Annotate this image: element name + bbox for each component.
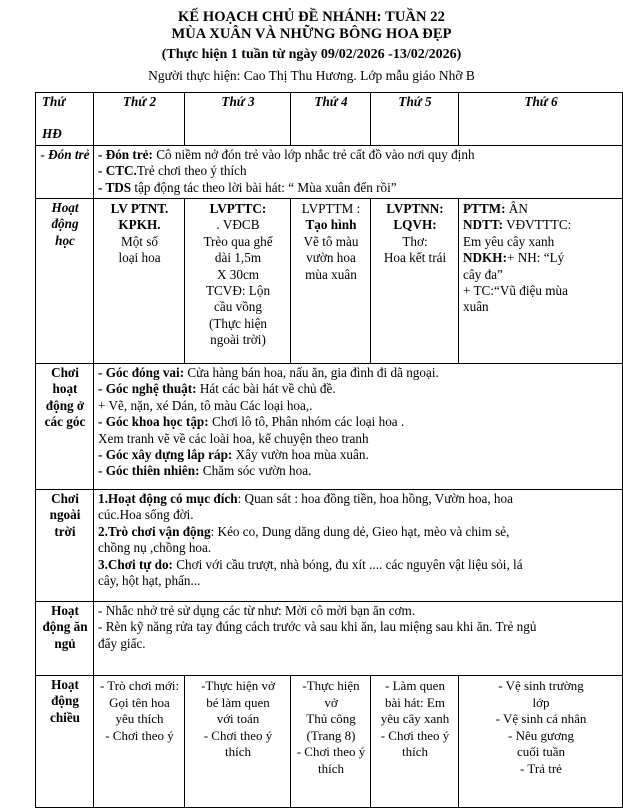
afternoon-activity-day-5 (371, 676, 459, 808)
learning-activity-day-6 (459, 199, 623, 364)
text-line (98, 447, 619, 463)
bold-run: 1.Hoạt động có mục đích (98, 491, 238, 507)
text-line: thích (318, 761, 344, 776)
text-line: Vẽ tô màu (303, 233, 359, 249)
text-line (98, 398, 619, 414)
afternoon-activity-day-2 (94, 676, 185, 808)
text-run: ÂN (505, 201, 528, 217)
text-line (98, 524, 619, 540)
afternoon-activity-day-3 (185, 676, 291, 808)
text-line (98, 540, 619, 556)
text-line: - Vệ sinh cá nhân (495, 711, 587, 727)
text-line (463, 201, 619, 217)
author-line: Người thực hiện: Cao Thị Thu Hương. Lớp mẫu giáo Nhỡ B (148, 68, 475, 83)
bold-run: PTTM: (463, 201, 506, 217)
text-line: Thủ công (306, 711, 356, 727)
text-line: yêu thích (115, 711, 164, 727)
text-run: chồng nụ ,chồng hoa. (98, 540, 212, 556)
text-line: - Làm quen (385, 678, 445, 694)
text-run: Chơi với cầu trượt, nhà bóng, đu xít .... các nguyên vật liệu sỏi, lá (172, 556, 523, 572)
row-label-learning-activity: Hoạt động học (36, 199, 94, 364)
text-run: VĐVTTTC: (503, 217, 572, 233)
row-label-afternoon-activity: Hoạt động chiều (36, 676, 94, 808)
text-run: Cô niềm nở đón trẻ vào lớp nhắc trẻ cất đồ vào nơi quy định (152, 146, 475, 162)
text-line: -Thực hiện vở (302, 678, 360, 710)
text-run: Em yêu cây xanh (463, 233, 555, 249)
text-line: LVPTTM : (301, 201, 361, 217)
text-line (98, 619, 619, 635)
text-run: Xem tranh vẽ về các loài hoa, kể chuyện theo tranh (98, 430, 369, 446)
text-line (463, 250, 619, 266)
learning-activity-day-4 (291, 199, 371, 364)
text-line: loại hoa (118, 250, 161, 266)
text-line: - Chơi theo ý (105, 727, 174, 743)
text-line (463, 267, 619, 283)
text-run: cúc.Hoa sống đời. (98, 507, 194, 523)
text-run: cây, hột hạt, phấn... (98, 573, 201, 589)
learning-activity-day-2 (94, 199, 185, 364)
text-line: bài hát: Em (385, 694, 445, 710)
column-header-day-3: Thứ 3 (185, 93, 291, 146)
text-run: Xây vườn hoa mùa xuân. (232, 447, 369, 463)
page-subtitle-date-range: (Thực hiện 1 tuần từ ngày 09/02/2026 -13/02/2026) (161, 47, 462, 62)
text-line: TCVĐ: Lộn (205, 283, 271, 299)
text-run: Cửa hàng bán hoa, nấu ăn, gia đình đi dã ngoại. (184, 365, 439, 381)
text-line: Một số (120, 233, 158, 249)
text-line: cuối tuần (516, 744, 565, 760)
text-run: : Kéo co, Dung dăng dung dẻ, Gieo hạt, mèo và chim sẻ, (210, 523, 510, 539)
table-row-learning-activity (36, 199, 623, 364)
text-line: - Chơi theo ý (296, 744, 366, 760)
page-title-line-1: KẾ HOẠCH CHỦ ĐỀ NHÁNH: TUẦN 22 (178, 9, 445, 25)
text-line: thích (225, 744, 251, 760)
text-line (98, 507, 619, 523)
bold-run: - Góc thiên nhiên: (98, 463, 200, 479)
bold-run: NDTT: (463, 217, 504, 233)
text-line: bé làm quen (206, 694, 270, 710)
text-line (98, 147, 619, 163)
text-line: yêu cây xanh (380, 711, 450, 727)
row-label-welcome: - Đón trẻ (36, 145, 94, 198)
table-row-meal-sleep (36, 602, 623, 676)
text-line (98, 414, 619, 430)
text-line (98, 431, 619, 447)
text-line (98, 636, 619, 652)
text-line: Hoa kết trái (383, 250, 447, 266)
text-run: cây đa” (463, 266, 503, 282)
column-header-day-4: Thứ 4 (291, 93, 371, 146)
bold-run: 2.Trò chơi vận động (98, 523, 211, 539)
text-line: . VĐCB (216, 217, 260, 233)
text-line (463, 299, 619, 315)
text-line (98, 557, 619, 573)
table-row-afternoon-activity (36, 676, 623, 808)
text-line (98, 180, 619, 196)
text-line: LVPTNN: (386, 201, 444, 217)
text-line (98, 381, 619, 397)
text-line: Tạo hình (305, 217, 357, 233)
row-label-corner-play: Chơi hoạt động ở các góc (36, 364, 94, 490)
table-row-outdoor-play (36, 490, 623, 602)
learning-activity-day-3 (185, 199, 291, 364)
bold-run: NDKH: (463, 250, 507, 266)
text-line (463, 283, 619, 299)
text-run: + NH: “Lý (506, 250, 565, 266)
row-content-meal-sleep (94, 602, 623, 676)
text-line: -Thực hiện vở (201, 678, 275, 694)
text-run: Trẻ chơi theo ý thích (136, 163, 247, 179)
text-line: LVPTTC: (209, 201, 267, 217)
text-line: X 30cm (216, 266, 260, 282)
bold-run: - Góc xây dựng lắp ráp: (98, 447, 233, 463)
text-line: vườn hoa (306, 250, 356, 266)
text-line (98, 491, 619, 507)
text-line: KPKH. (118, 217, 161, 233)
text-run: Chơi lô tô, Phân nhóm các loại hoa . (208, 414, 405, 430)
bold-run: - Góc nghệ thuật: (98, 381, 197, 397)
text-run: tập động tác theo lời bài hát: “ Mùa xuân đến rồi” (131, 179, 397, 195)
bold-run: 3.Chơi tự do: (98, 556, 173, 572)
text-line: thích (402, 744, 428, 760)
document-header (0, 0, 623, 85)
text-line: (Thực hiện (208, 315, 268, 331)
text-run: + TC:“Vũ điệu mùa (463, 283, 568, 299)
text-line: dài 1,5m (214, 250, 262, 266)
row-label-outdoor-play: Chơi ngoài trời (36, 490, 94, 602)
bold-run: - TDS (98, 179, 132, 195)
row-label-meal-sleep: Hoạt động ăn ngủ (36, 602, 94, 676)
text-line (98, 603, 619, 619)
column-header-day-6: Thứ 6 (459, 93, 623, 146)
text-line: - Vệ sinh trường (498, 678, 584, 694)
text-line: - Trả trẻ (520, 761, 562, 776)
weekly-plan-table (35, 92, 623, 808)
text-line: - Chơi theo ý (380, 727, 450, 743)
row-content-welcome (94, 145, 623, 198)
text-run: - Rèn kỹ năng rửa tay đúng cách trước và sau khi ăn, lau miệng sau khi ăn. Trẻ ngủ (98, 619, 537, 635)
bold-run: - Đón trẻ: (98, 146, 153, 162)
text-line: cầu vồng (214, 299, 262, 315)
text-line (463, 217, 619, 233)
bold-run: - Góc đóng vai: (98, 365, 185, 381)
text-line: với toán (216, 711, 260, 727)
corner-label-top: Thứ (42, 94, 66, 109)
learning-activity-day-5 (371, 199, 459, 364)
text-line (98, 573, 619, 589)
text-line: - Nêu gương (508, 727, 574, 743)
text-line: - Trò chơi mới: (99, 678, 180, 694)
text-line: Trèo qua ghế (203, 233, 273, 249)
corner-label-bottom: HĐ (42, 126, 62, 142)
text-line: Thơ: (402, 233, 428, 249)
column-header-day-2: Thứ 2 (94, 93, 185, 146)
text-line: LV PTNT. (110, 201, 169, 217)
afternoon-activity-day-6 (459, 676, 623, 808)
bold-run: - CTC. (98, 163, 137, 179)
row-content-corner-play (94, 364, 623, 490)
text-run: - Nhắc nhở trẻ sử dụng các từ như: Mời cô mời bạn ăn cơm. (98, 603, 416, 619)
text-line (98, 463, 619, 479)
column-header-day-5: Thứ 5 (371, 93, 459, 146)
text-run: Hát các bài hát về chủ đề. (196, 381, 336, 397)
text-line (98, 365, 619, 381)
text-line: LQVH: (393, 217, 437, 233)
table-row-corner-play (36, 364, 623, 490)
text-line: - Chơi theo ý (203, 727, 273, 743)
text-line (98, 163, 619, 179)
text-line: Gọi tên hoa (109, 694, 170, 710)
text-run: Chăm sóc vườn hoa. (199, 463, 312, 479)
text-line: (Trang 8) (306, 727, 356, 743)
row-content-outdoor-play (94, 490, 623, 602)
text-run: + Vẽ, nặn, xé Dán, tô màu Các loại hoa,. (98, 397, 313, 413)
table-header-row (36, 93, 623, 146)
text-run: : Quan sát : hoa đồng tiền, hoa hồng, Vườn hoa, hoa (237, 491, 513, 507)
table-corner-cell (36, 93, 94, 146)
page-title-line-2: MÙA XUÂN VÀ NHỮNG BÔNG HOA ĐẸP (171, 26, 452, 42)
bold-run: - Góc khoa học tập: (98, 414, 209, 430)
text-line: lớp (532, 694, 550, 710)
text-line (463, 234, 619, 250)
table-row-welcome (36, 145, 623, 198)
text-line: mùa xuân (305, 266, 357, 282)
afternoon-activity-day-4 (291, 676, 371, 808)
text-run: đẩy giấc. (98, 635, 146, 651)
text-line: ngoài trời) (210, 332, 266, 348)
text-run: xuân (463, 299, 489, 315)
